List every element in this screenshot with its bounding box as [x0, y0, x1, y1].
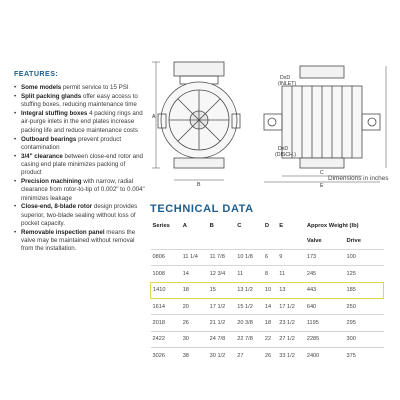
cell-e: 9 [277, 249, 305, 265]
dim-a-label: A [152, 114, 156, 120]
cell-series: 2422 [151, 331, 181, 347]
discharge-sublabel: (DISCH.) [275, 152, 297, 158]
inlet-sublabel: (INLET) [278, 81, 297, 87]
cell-series: 1614 [151, 298, 181, 314]
table-row [151, 331, 384, 347]
feature-text: prevent product contamination [21, 135, 122, 151]
cell-e: 11 [277, 266, 305, 282]
cell-a: 18 [181, 282, 208, 298]
cell-d: 10 [263, 282, 277, 298]
rotary-valve-drawings [152, 58, 388, 188]
feature-bold: 3/4" clearance [21, 152, 63, 160]
cell-e: 27 1/2 [277, 331, 305, 347]
header-c: C [237, 222, 242, 229]
table-row [151, 348, 384, 364]
dim-e-label: E [320, 183, 324, 188]
cell-b: 17 1/2 [208, 298, 236, 314]
feature-item [14, 84, 146, 92]
cell-c: 20 3/8 [235, 315, 263, 331]
cell-drive: 185 [344, 282, 383, 298]
cell-drive: 375 [344, 348, 383, 364]
feature-item [14, 203, 146, 228]
header-a: A [182, 222, 187, 229]
cell-e: 33 1/2 [277, 348, 305, 364]
front-view-drawing [152, 62, 240, 180]
cell-a: 30 [181, 331, 208, 347]
table-subheader-row [151, 233, 384, 249]
feature-item [14, 93, 146, 110]
features-title: FEATURES: [14, 69, 59, 78]
header-d: D [264, 222, 270, 229]
feature-bold: Split packing glands [21, 93, 82, 101]
table-row-highlighted [151, 282, 384, 298]
subheader-valve: Valve [306, 238, 322, 245]
cell-c: 27 [235, 348, 263, 364]
cell-drive: 250 [344, 298, 383, 314]
cell-valve: 640 [305, 298, 345, 314]
cell-e: 23 1/2 [277, 315, 305, 331]
cell-valve: 2285 [305, 331, 345, 347]
feature-text: means the valve may be maintained without removal from the installation. [21, 228, 136, 253]
header-b: B [209, 222, 214, 229]
technical-data-title: TECHNICAL DATA [150, 203, 254, 215]
cell-valve: 1195 [305, 315, 345, 331]
cell-d: 6 [263, 249, 277, 265]
cell-c: 13 1/2 [235, 282, 263, 298]
cell-d: 22 [263, 331, 277, 347]
discharge-label: DxD [278, 146, 289, 152]
cell-d: 18 [263, 315, 277, 331]
table-row [151, 298, 384, 314]
cell-a: 11 1/4 [181, 249, 208, 265]
cell-series: 3026 [151, 348, 181, 364]
cell-valve: 443 [305, 282, 345, 298]
cell-a: 14 [181, 266, 208, 282]
cell-e: 17 1/2 [277, 298, 305, 314]
cell-b: 12 3/4 [208, 266, 236, 282]
feature-text: design provides superior, two-blade sealing without loss of pocket capacity. [21, 203, 138, 228]
feature-bold: Outboard bearings [21, 135, 77, 143]
cell-a: 38 [181, 348, 208, 364]
feature-text: offer easy access to stuffing boxes, reducing maintenance time [21, 93, 138, 109]
cell-c: 10 1/8 [235, 249, 263, 265]
cell-d: 14 [263, 298, 277, 314]
cell-series: 2018 [151, 315, 181, 331]
cell-c: 11 [235, 266, 263, 282]
cell-e: 13 [277, 282, 305, 298]
table-row [151, 249, 384, 265]
feature-bold: Some models [21, 84, 62, 92]
technical-data-table [150, 218, 384, 364]
inlet-label: DxD [280, 75, 291, 81]
feature-item [14, 153, 146, 178]
cell-c: 22 7/8 [235, 331, 263, 347]
cell-b: 30 1/2 [208, 348, 236, 364]
table-row [151, 266, 384, 282]
feature-bold: Precision machining [21, 178, 82, 186]
cell-c: 15 1/2 [235, 298, 263, 314]
features-panel [14, 70, 146, 254]
dim-b-label: B [197, 182, 201, 188]
cell-b: 11 7/8 [208, 249, 236, 265]
cell-drive: 300 [344, 331, 383, 347]
feature-text: 4 packing rings and air-purge inlets in the end plates increase packing life and reduce maintenance costs [21, 110, 143, 134]
feature-text: with narrow, radial clearance from rotor-to-tip of 0.002" to 0.004" minimizes leakage [21, 178, 145, 202]
header-series: Series [152, 222, 170, 229]
cell-series: 0806 [151, 249, 181, 265]
cell-series: 1008 [151, 266, 181, 282]
cell-d: 8 [263, 266, 277, 282]
feature-text: between close-end rotor and casing end plate minimizes packing of product [21, 152, 143, 177]
dimensions-note: Dimensions in inches [328, 175, 389, 182]
cell-series: 1410 [151, 282, 181, 298]
table-header-row [151, 218, 384, 233]
cell-b: 21 1/2 [208, 315, 236, 331]
cell-drive: 125 [344, 266, 383, 282]
feature-item [14, 229, 146, 254]
table-row [151, 315, 384, 331]
cell-valve: 245 [305, 266, 345, 282]
feature-bold: Removable inspection panel [21, 228, 105, 236]
header-weight: Approx Weight (lb) [306, 222, 359, 229]
feature-bold: Integral stuffing boxes [21, 110, 88, 118]
feature-item [14, 178, 146, 203]
feature-item [14, 136, 146, 153]
subheader-drive: Drive [346, 238, 361, 245]
feature-bold: Close-end, 8-blade rotor [21, 203, 93, 211]
cell-a: 20 [181, 298, 208, 314]
features-list [14, 84, 146, 253]
cell-drive: 295 [344, 315, 383, 331]
cell-b: 24 7/8 [208, 331, 236, 347]
cell-valve: 2400 [305, 348, 345, 364]
cell-drive: 100 [344, 249, 383, 265]
dim-c-label: C [320, 170, 324, 176]
feature-item [14, 110, 146, 135]
cell-d: 26 [263, 348, 277, 364]
header-e: E [279, 222, 284, 229]
cell-b: 15 [208, 282, 236, 298]
cell-a: 26 [181, 315, 208, 331]
feature-text: permit service to 15 PSI [61, 84, 129, 92]
cell-valve: 173 [305, 249, 345, 265]
